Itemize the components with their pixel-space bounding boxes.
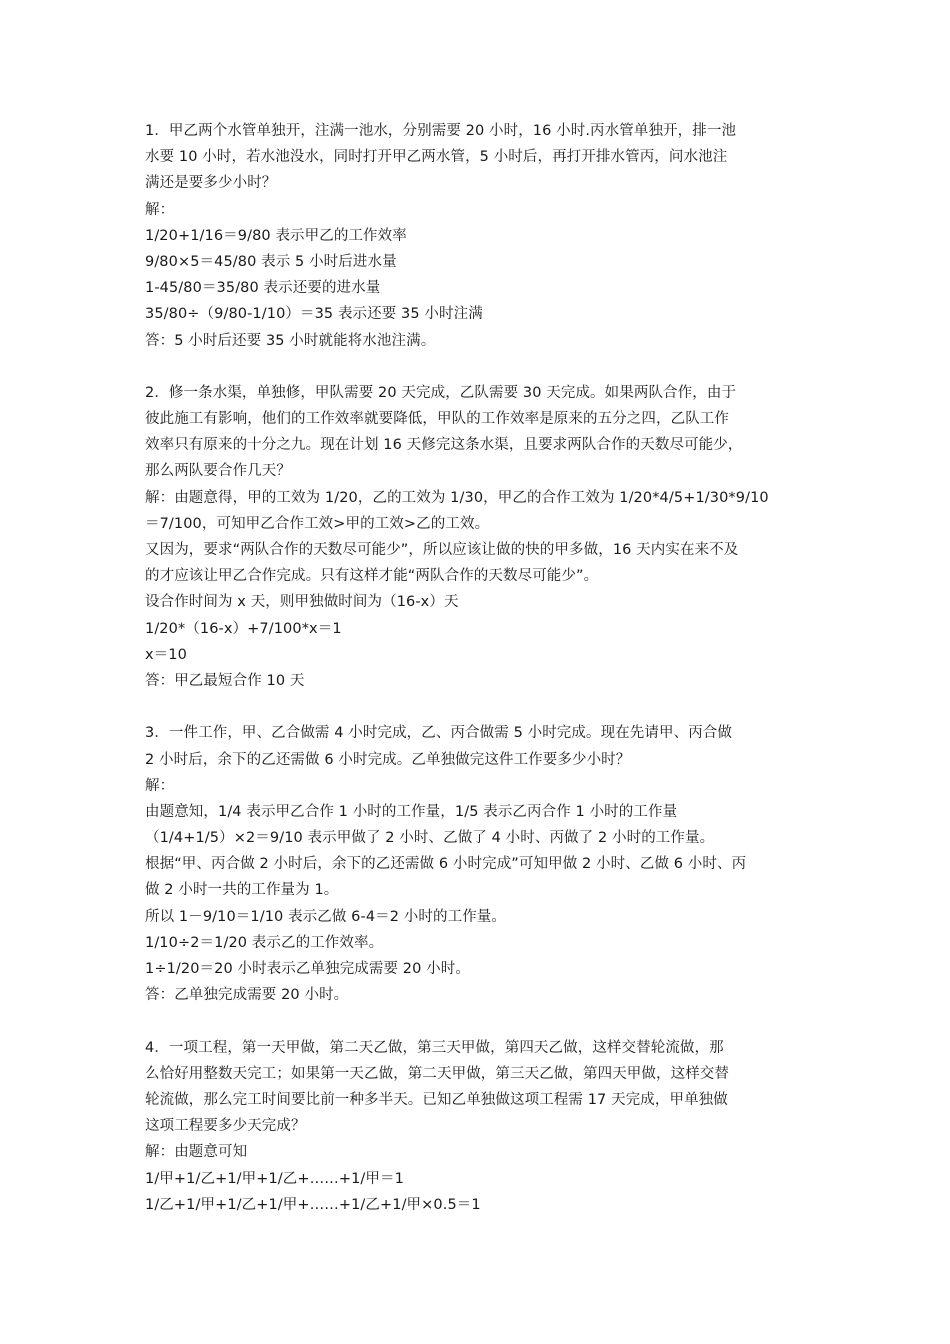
- problem-4-line: 4．一项工程，第一天甲做，第二天乙做，第三天甲做，第四天乙做，这样交替轮流做，那: [145, 1039, 724, 1056]
- problem-2: [145, 380, 810, 694]
- problem-1-line: 35/80÷（9/80-1/10）＝35 表示还要 35 小时注满: [145, 306, 483, 323]
- problem-2-line: 解：由题意得，甲的工效为 1/20，乙的工效为 1/30，甲乙的合作工效为 1/20*4/5+1/30*9/10: [145, 489, 769, 506]
- problem-2-line: 效率只有原来的十分之九。现在计划 16 天修完这条水渠，且要求两队合作的天数尽可能少，: [145, 437, 743, 454]
- problem-1-line: 1-45/80＝35/80 表示还要的进水量: [145, 280, 381, 297]
- problem-1-line: 9/80×5＝45/80 表示 5 小时后进水量: [145, 253, 397, 270]
- problem-2-line: 1/20*（16-x）+7/100*x＝1: [145, 620, 342, 637]
- problem-1-line: 1/20+1/16＝9/80 表示甲乙的工作效率: [145, 227, 407, 244]
- problem-2-line: x＝10: [145, 646, 187, 663]
- problem-3-line: 答：乙单独完成需要 20 小时。: [145, 987, 349, 1004]
- problem-3-line: 所以 1－9/10＝1/10 表示乙做 6-4＝2 小时的工作量。: [145, 908, 506, 925]
- problem-3-line: 1/10÷2＝1/20 表示乙的工作效率。: [145, 934, 384, 951]
- problem-3-line: （1/4+1/5）×2＝9/10 表示甲做了 2 小时、乙做了 4 小时、丙做了 2 小时的工作量。: [145, 830, 715, 847]
- paragraph-gap: [145, 1008, 810, 1034]
- problem-1-line: 1．甲乙两个水管单独开，注满一池水，分别需要 20 小时，16 小时.丙水管单独开，排一池: [145, 123, 737, 139]
- problem-2-line: 2．修一条水渠，单独修，甲队需要 20 天完成，乙队需要 30 天完成。如果两队合作，由于: [145, 384, 737, 401]
- problem-1: [145, 118, 810, 354]
- problem-3-line: 1÷1/20＝20 小时表示乙单独完成需要 20 小时。: [145, 961, 470, 977]
- problem-1-line: 解：: [145, 201, 175, 218]
- problem-4-line: 解：由题意可知: [145, 1144, 248, 1161]
- problem-2-line: 那么两队要合作几天？: [145, 463, 291, 480]
- problem-3-line: 由题意知，1/4 表示甲乙合作 1 小时的工作量，1/5 表示乙丙合作 1 小时的工作量: [145, 803, 678, 820]
- problem-2-line: 彼此施工有影响，他们的工作效率就要降低，甲队的工作效率是原来的五分之四，乙队工作: [145, 411, 729, 428]
- problem-4-line: 1/乙+1/甲+1/乙+1/甲+……+1/乙+1/甲×0.5＝1: [145, 1196, 481, 1213]
- problem-1-line: 答：5 小时后还要 35 小时就能将水池注满。: [145, 332, 436, 349]
- problem-2-line: 设合作时间为 x 天，则甲独做时间为（16-x）天: [145, 594, 459, 611]
- problem-2-line: 又因为，要求“两队合作的天数尽可能少”，所以应该让做的快的甲多做，16 天内实在来不及: [145, 542, 739, 558]
- problem-3-line: 解：: [145, 777, 175, 794]
- problem-2-line: 答：甲乙最短合作 10 天: [145, 672, 305, 689]
- problem-4-line: 么恰好用整数天完工；如果第一天乙做，第二天甲做，第三天乙做，第四天甲做，这样交替: [145, 1065, 729, 1082]
- problem-3-line: 2 小时后，余下的乙还需做 6 小时完成。乙单独做完这件工作要多少小时？: [145, 751, 631, 768]
- problem-3-line: 做 2 小时一共的工作量为 1。: [145, 882, 339, 899]
- problem-3-line: 3．一件工作，甲、乙合做需 4 小时完成，乙、丙合做需 5 小时完成。现在先请甲、丙合做: [145, 725, 733, 742]
- problem-1-line: 满还是要多少小时？: [145, 175, 277, 192]
- problem-1-line: 水要 10 小时，若水池没水，同时打开甲乙两水管，5 小时后，再打开排水管丙，问水池注: [145, 149, 728, 166]
- problem-4-line: 这项工程要多少天完成？: [145, 1118, 306, 1135]
- problem-4-line: 轮流做，那么完工时间要比前一种多半天。已知乙单独做这项工程需 17 天完成，甲单独做: [145, 1091, 728, 1108]
- paragraph-gap: [145, 694, 810, 720]
- problem-4-line: 1/甲+1/乙+1/甲+1/乙+……+1/甲＝1: [145, 1170, 404, 1187]
- problem-3: [145, 720, 810, 1008]
- problem-4: [145, 1035, 810, 1218]
- problem-2-line: ＝7/100，可知甲乙合作工效>甲的工效>乙的工效。: [145, 515, 490, 532]
- problem-3-line: 根据“甲、丙合做 2 小时后，余下的乙还需做 6 小时完成”可知甲做 2 小时、乙做 6 小时、丙: [145, 856, 747, 873]
- problem-2-line: 的才应该让甲乙合作完成。只有这样才能“两队合作的天数尽可能少”。: [145, 568, 599, 585]
- document-body: [145, 118, 810, 1218]
- paragraph-gap: [145, 354, 810, 380]
